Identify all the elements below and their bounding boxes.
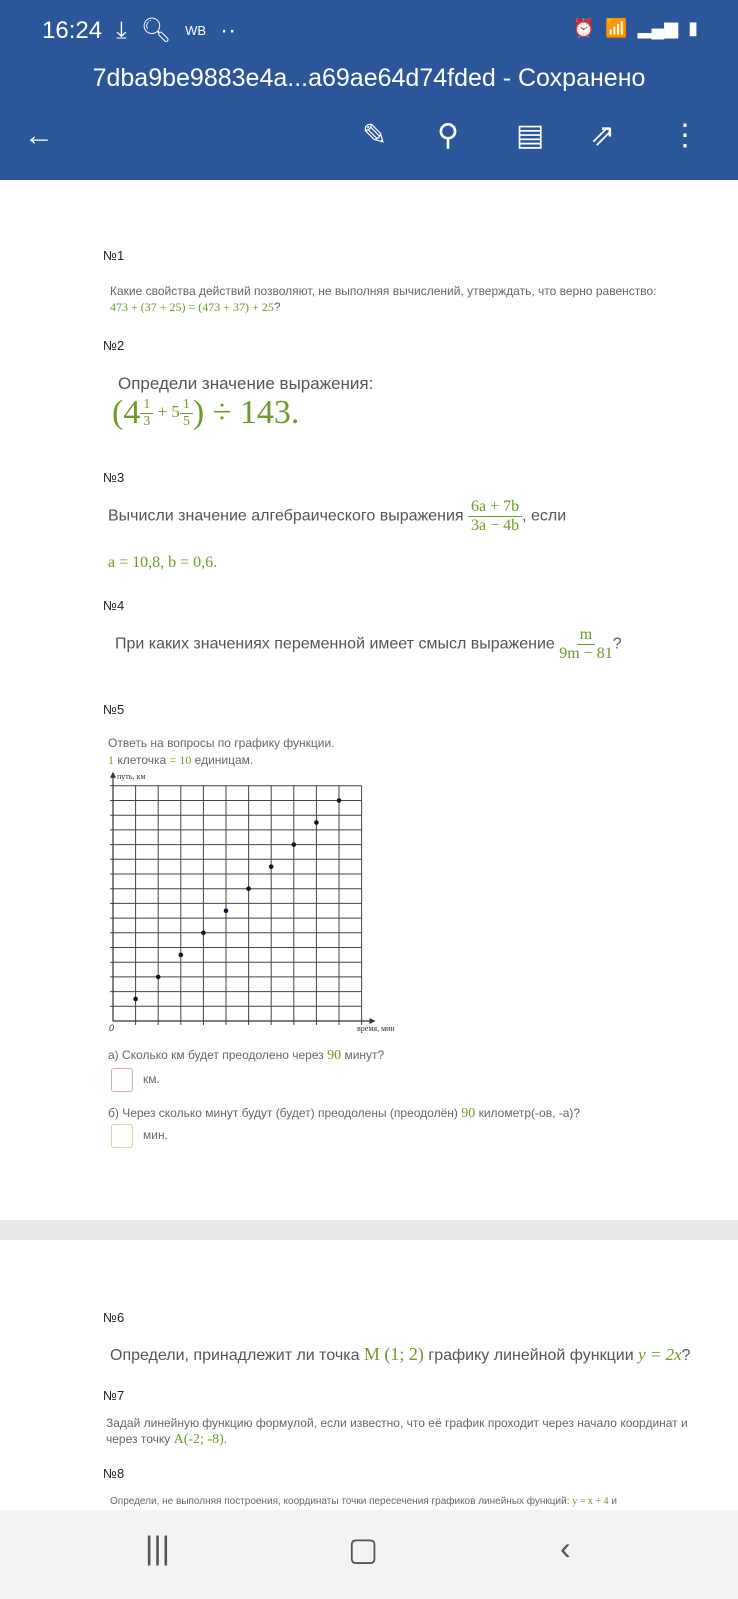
answer-b-input[interactable] [111, 1124, 133, 1148]
task-number: №4 [103, 598, 125, 613]
unit-min: мин. [143, 1128, 168, 1143]
battery-icon: ▮ [688, 18, 698, 38]
document-title: 7dba9be9883e4a...a69ae64d74fded - Сохранено [92, 64, 646, 92]
home-icon[interactable]: ▢ [348, 1531, 379, 1567]
distance-time-graph [95, 770, 455, 1040]
share-icon[interactable]: ⇗ [590, 119, 616, 152]
task-text-2: через точку A(-2; -8). [106, 1432, 228, 1447]
task-text: Определи, не выполняя построения, координаты точки пересечения графиков линейных функций: y = x + 4 и [110, 1496, 617, 1507]
qmark: ? [273, 300, 281, 314]
search-icon[interactable]: ⚲ [437, 119, 459, 152]
task-text: Вычисли значение алгебраического выражения $\frac{6a + 7b}{3a - 4b}$ , если [108, 498, 567, 534]
data-point [314, 820, 319, 825]
signal-icon: ▂▄▆ [637, 18, 679, 38]
task-text: Какие свойства действий позволяют, не выполняя вычислений, утверждать, что верно равенство: [110, 284, 657, 298]
data-point [246, 886, 251, 891]
wifi-icon: 📶 [605, 18, 628, 38]
question-b: б) Через сколько минут будут (будет) преодолены (преодолён) 90 километр(-ов, -а)? [108, 1106, 581, 1121]
wb-label: WB [185, 23, 207, 38]
task-number: №5 [103, 702, 125, 717]
math-expression: (4 $\frac{1}{3}$ + 5 $\frac{1}{5}$ ) ÷ 143. [112, 394, 300, 431]
task-number: №3 [103, 470, 125, 485]
scale-note: 1 клеточка = 10 единицам. [108, 753, 254, 767]
answer-a-input[interactable] [111, 1068, 133, 1092]
variable-values: a = 10,8, b = 0,6. [108, 554, 218, 571]
download-icon: ⤓ [116, 16, 127, 44]
task-number: №8 [103, 1466, 125, 1481]
data-point [179, 953, 184, 958]
task-text: Ответь на вопросы по графику функции. [108, 736, 335, 750]
data-point [224, 908, 229, 913]
reading-mode-icon[interactable]: ▤ [516, 119, 545, 152]
data-point [292, 842, 297, 847]
task-number: №2 [103, 338, 125, 353]
back-arrow-icon[interactable]: ← [24, 119, 54, 152]
pencil-icon[interactable]: ✎ [362, 119, 388, 152]
task-text: Задай линейную функцию формулой, если известно, что её график проходит через начало координат и [106, 1416, 688, 1430]
search-status-icon: 🔍︎ [140, 17, 172, 44]
question-a: а) Сколько км будет преодолено через 90 минут? [108, 1048, 385, 1063]
data-point [156, 975, 161, 980]
data-point [269, 864, 274, 869]
data-point [337, 798, 342, 803]
data-point [201, 931, 206, 936]
app-header [0, 0, 738, 180]
recent-apps-icon[interactable]: ||| [145, 1530, 170, 1566]
task-text: При каких значениях переменной имеет смысл выражение $\frac{m}{9m - 81}$ ? [115, 626, 622, 662]
more-notifications: ·· [220, 16, 237, 44]
data-point [133, 997, 138, 1002]
document-page-2 [0, 1240, 738, 1510]
task-number: №7 [103, 1388, 125, 1403]
origin-label: 0 [109, 1023, 115, 1033]
task-number: №6 [103, 1310, 125, 1325]
y-axis-arrow [110, 772, 116, 778]
math: 473 + (37 + 25) = (473 + 37) + 25 [110, 300, 274, 314]
task-number: №1 [103, 248, 125, 263]
clock: 16:24 [42, 16, 103, 44]
status-bar [42, 16, 236, 45]
y-axis-label: путь, км [117, 772, 146, 781]
x-axis-label: время, мин [357, 1024, 395, 1033]
back-icon[interactable]: ‹ [560, 1530, 571, 1566]
task-text: Определи значение выражения: [118, 374, 374, 393]
task-text: Определи, принадлежит ли точка M (1; 2) графику линейной функции y = 2x? [110, 1344, 691, 1364]
more-icon[interactable]: ⋮ [670, 119, 700, 152]
system-nav-bar [0, 1510, 738, 1599]
unit-km: км. [143, 1072, 160, 1087]
document-page-1 [0, 180, 738, 1220]
alarm-icon: ⏰ [572, 18, 596, 38]
status-icons [573, 18, 698, 39]
